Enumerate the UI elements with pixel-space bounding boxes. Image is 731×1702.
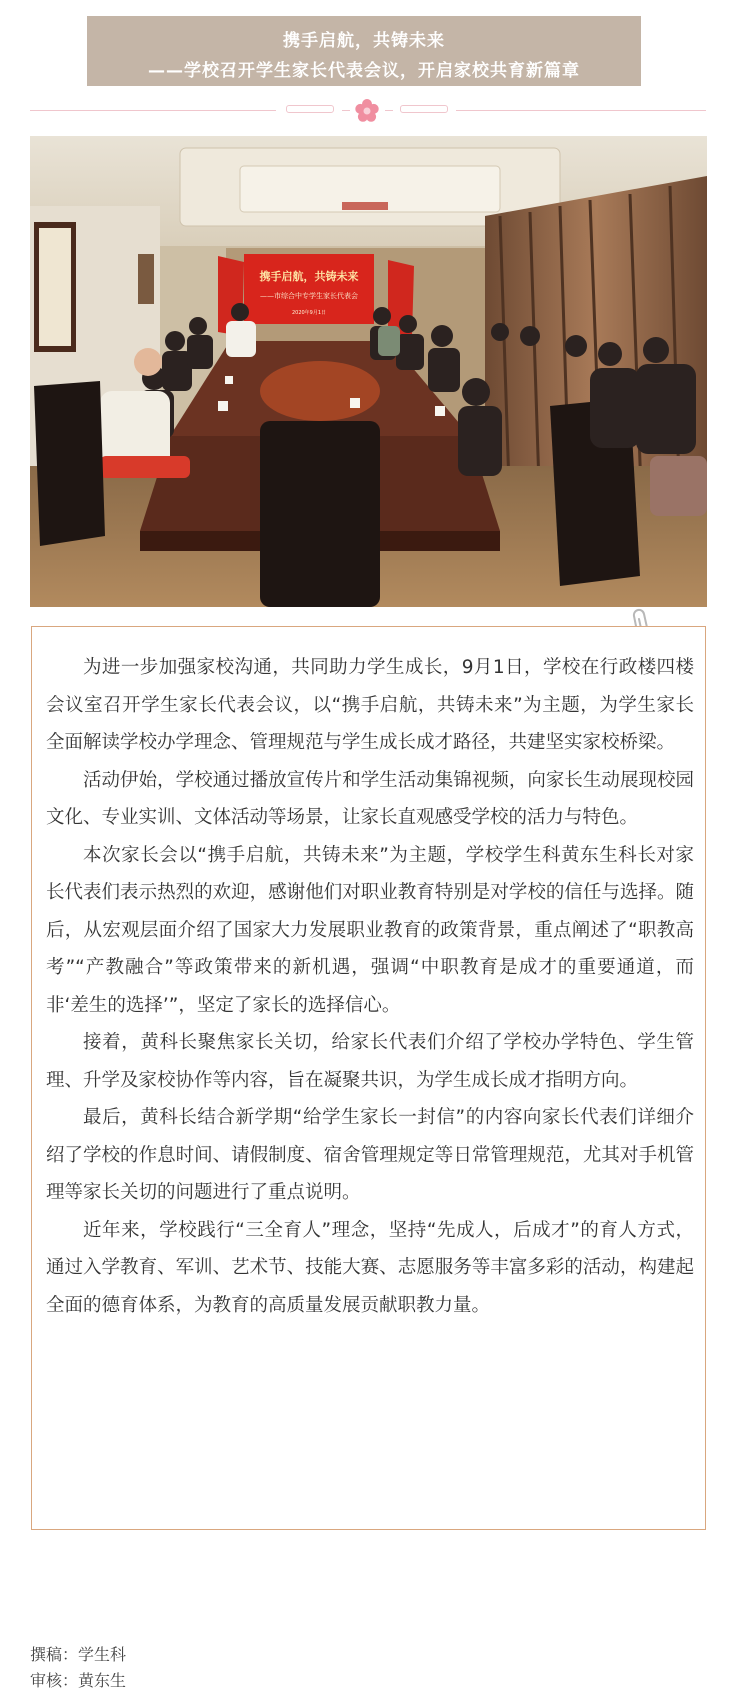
divider-line-right-short xyxy=(385,110,393,111)
flower-icon xyxy=(354,98,380,124)
paragraph: 本次家长会以“携手启航，共铸未来”为主题，学校学生科黄东生科长对家长代表们表示热烈的欢迎，感谢他们对职业教育特别是对学校的信任与选择。随后，从宏观层面介绍了国家大力发展职业教育的政策背景，重点阐述了“职教高考”“产教融合”等政策带来的新机遇，强调“中职教育是成才的重要通道，而非‘差生的选择’”，坚定了家长的选择信心。 xyxy=(46,844,694,1016)
divider-capsule-left xyxy=(286,105,334,113)
banner-text-1: 携手启航，共铸未来 xyxy=(259,270,359,283)
divider-line-left-short xyxy=(342,110,350,111)
title-banner xyxy=(87,16,641,86)
title-line-2: ——学校召开学生家长代表会议，开启家校共育新篇章 xyxy=(148,61,580,81)
divider-line-left xyxy=(30,110,276,111)
banner-text-date: 2020年9月1日 xyxy=(291,310,327,316)
divider-line-right xyxy=(456,110,706,111)
reviewer-credit: 审核：黄东生 xyxy=(30,1671,127,1690)
banner-text-2: ——市综合中专学生家长代表会 xyxy=(260,292,358,300)
paragraph: 近年来，学校践行“三全育人”理念，坚持“先成人，后成才”的育人方式，通过入学教育、军训、艺术节、技能大赛、志愿服务等丰富多彩的活动，构建起全面的德育体系，为教育的高质量发展贡献职教力量。 xyxy=(46,1219,694,1316)
meeting-photo xyxy=(30,136,707,607)
meeting-room-illustration xyxy=(30,136,707,607)
article-body xyxy=(31,626,706,1530)
paragraph: 接着，黄科长聚焦家长关切，给家长代表们介绍了学校办学特色、学生管理、升学及家校协作等内容，旨在凝聚共识，为学生成长成才指明方向。 xyxy=(46,1032,694,1091)
author-credit: 撰稿：学生科 xyxy=(30,1645,127,1664)
title-line-1: 携手启航，共铸未来 xyxy=(283,31,445,51)
paragraph: 为进一步加强家校沟通，共同助力学生成长，9月1日，学校在行政楼四楼会议室召开学生家长代表会议，以“携手启航，共铸未来”为主题，为学生家长全面解读学校办学理念、管理规范与学生成长成才路径，共建坚实家校桥梁。 xyxy=(46,657,694,753)
paragraph: 最后，黄科长结合新学期“给学生家长一封信”的内容向家长代表们详细介绍了学校的作息时间、请假制度、宿舍管理规定等日常管理规范，尤其对手机管理等家长关切的问题进行了重点说明。 xyxy=(46,1107,694,1203)
divider-capsule-right xyxy=(400,105,448,113)
paragraph: 活动伊始，学校通过播放宣传片和学生活动集锦视频，向家长生动展现校园文化、专业实训、文体活动等场景，让家长直观感受学校的活力与特色。 xyxy=(46,769,694,828)
article-content xyxy=(46,649,694,1324)
